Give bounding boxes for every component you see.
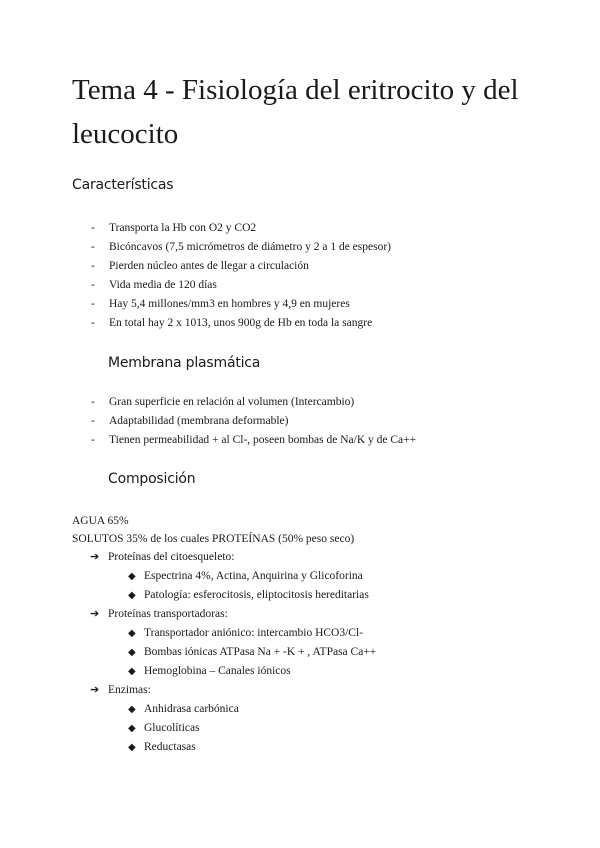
sub-item-text: Glucolíticas [144,722,200,734]
sub-item-text: Hemoglobina – Canales iónicos [144,665,291,677]
dash-bullet: - [91,396,95,408]
sub-item-text: Espectrina 4%, Actina, Anquirina y Glicoforina [144,570,363,582]
section-heading-caracteristicas: Características [72,177,174,193]
caracteristicas-list [72,219,542,333]
list-item-text: Gran superficie en relación al volumen (Intercambio) [109,396,355,408]
sub-item [128,567,363,586]
dash-bullet: - [91,415,95,427]
group-citoesqueleto [90,548,234,567]
list-item [72,238,542,257]
list-item-text: Transporta la Hb con O2 y CO2 [109,222,257,234]
list-item [72,393,542,412]
membrana-list [72,393,542,450]
dash-bullet: - [91,434,95,446]
diamond-bullet-icon: ◆ [128,666,136,677]
list-item-text: Adaptabilidad (membrana deformable) [109,415,289,427]
list-item-text: Vida media de 120 días [109,279,217,291]
list-item [72,412,542,431]
sub-item [128,738,196,757]
sub-item [128,643,376,662]
dash-bullet: - [91,222,95,234]
list-item-text: En total hay 2 x 1013, unos 900g de Hb en toda la sangre [109,317,373,329]
dash-bullet: - [91,279,95,291]
diamond-bullet-icon: ◆ [128,723,136,734]
sub-item-text: Anhidrasa carbónica [144,703,239,715]
sub-item-text: Reductasas [144,741,196,753]
group-label: Enzimas: [108,684,151,696]
group-transportadoras [90,605,228,624]
sub-item-text: Patología: esferocitosis, eliptocitosis hereditarias [144,589,369,601]
list-item [72,314,542,333]
arrow-right-icon: ➔ [90,684,100,696]
section-heading-membrana: Membrana plasmática [108,355,261,371]
dash-bullet: - [91,298,95,310]
list-item-text: Bicóncavos (7,5 micrómetros de diámetro y 2 a 1 de espesor) [109,241,391,253]
list-item [72,257,542,276]
list-item [72,295,542,314]
diamond-bullet-icon: ◆ [128,704,136,715]
dash-bullet: - [91,317,95,329]
sub-item [128,662,291,681]
sub-item [128,700,239,719]
diamond-bullet-icon: ◆ [128,647,136,658]
list-item-text: Hay 5,4 millones/mm3 en hombres y 4,9 en mujeres [109,298,350,310]
diamond-bullet-icon: ◆ [128,590,136,601]
group-label: Proteínas del citoesqueleto: [108,551,235,563]
sub-item [128,586,369,605]
sub-item [128,719,200,738]
sub-item-text: Transportador aniónico: intercambio HCO3/Cl- [144,627,363,639]
diamond-bullet-icon: ◆ [128,628,136,639]
section-heading-composicion: Composición [108,471,196,487]
group-enzimas [90,681,151,700]
list-item-text: Tienen permeabilidad + al Cl-, poseen bombas de Na/K y de Ca++ [109,434,417,446]
page-title: Tema 4 - Fisiología del eritrocito y del leucocito [72,74,519,150]
list-item [72,276,542,295]
diamond-bullet-icon: ◆ [128,742,136,753]
diamond-bullet-icon: ◆ [128,571,136,582]
arrow-right-icon: ➔ [90,551,100,563]
group-label: Proteínas transportadoras: [108,608,228,620]
dash-bullet: - [91,260,95,272]
list-item [72,219,542,238]
sub-item-text: Bombas iónicas ATPasa Na + -K + , ATPasa Ca++ [144,646,377,658]
list-item-text: Pierden núcleo antes de llegar a circulación [109,260,309,272]
list-item [72,431,542,450]
sub-item [128,624,363,643]
dash-bullet: - [91,241,95,253]
arrow-right-icon: ➔ [90,608,100,620]
agua-line: AGUA 65% [72,515,129,527]
solutos-line: SOLUTOS 35% de los cuales PROTEÍNAS (50% peso seco) [72,533,355,545]
